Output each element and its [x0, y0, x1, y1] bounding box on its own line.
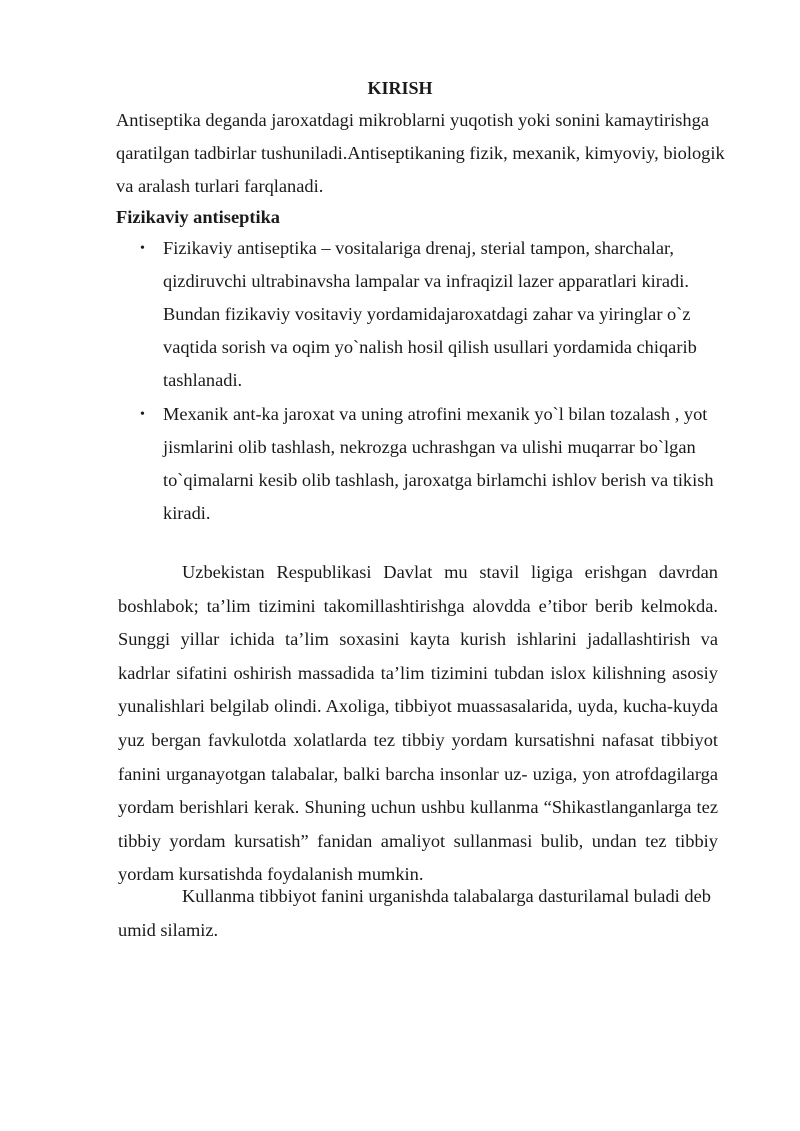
bullet-marker: •	[140, 241, 145, 256]
bullet-text: Mexanik ant-ka jaroxat va uning atrofini mexanik yo`l bilan tozalash , yot jismlarini olib tashlash, nekrozga uchrashgan va ulishi muqarrar bo`lgan to`qimalarni kesib olib tashlash, jaroxatga birlamchi ishlov berish va tikish kiradi.	[163, 404, 714, 523]
section-heading: Fizikaviy antiseptika	[116, 207, 280, 227]
body-paragraph: Uzbekistan Respublikasi Davlat mu stavil ligiga erishgan davrdan boshlabok; ta’lim tizimini takomillashtirishga alovdda e’tibor berib kelmokda. Sunggi yillar ichida ta’lim soxasini kayta kurish ishlarini jadallashtirish va kadrlar sifatini oshirish massadida ta’lim tizimini tubdan islox kilishning asosiy yunalishlari belgilab olindi. Axoliga, tibbiyot muassasalarida, uyda, kucha-kuyda yuz bergan favkulotda xolatlarda tez tibbiy yordam kursatishni nafasat tibbiyot fanini urganayotgan talabalar, balki barcha insonlar uz- uziga, yon atrofdagilarga yordam berishlari kerak. Shuning uchun ushbu kullanma “Shikastlanganlarga tez tibbiy yordam kursatish” fanidan amaliyot sullanmasi bulib, undan tez tibbiy yordam kursatishda foydalanish mumkin.	[118, 562, 718, 885]
list-item	[0, 398, 728, 530]
closing-paragraph: Kullanma tibbiyot fanini urganishda talabalarga dasturilamal buladi deb umid silamiz.	[118, 886, 711, 940]
bullet-marker: •	[140, 407, 145, 422]
bullet-list	[0, 232, 800, 531]
list-item	[0, 232, 728, 397]
intro-paragraph: Antiseptika deganda jaroxatdagi mikroblarni yuqotish yoki sonini kamaytirishga qaratilgan tadbirlar tushuniladi.Antiseptikaning fizik, mexanik, kimyoviy, biologik va aralash turlari farqlanadi.	[116, 110, 725, 196]
page-title: KIRISH	[367, 78, 433, 98]
bullet-text: Fizikaviy antiseptika – vositalariga drenaj, sterial tampon, sharchalar, qizdiruvchi ultrabinavsha lampalar va infraqizil lazer apparatlari kiradi. Bundan fizikaviy vositaviy yordamidajaroxatdagi zahar va yiringlar o`z vaqtida sorish va oqim yo`nalish hosil qilish usullari yordamida chiqarib tashlanadi.	[163, 238, 697, 390]
